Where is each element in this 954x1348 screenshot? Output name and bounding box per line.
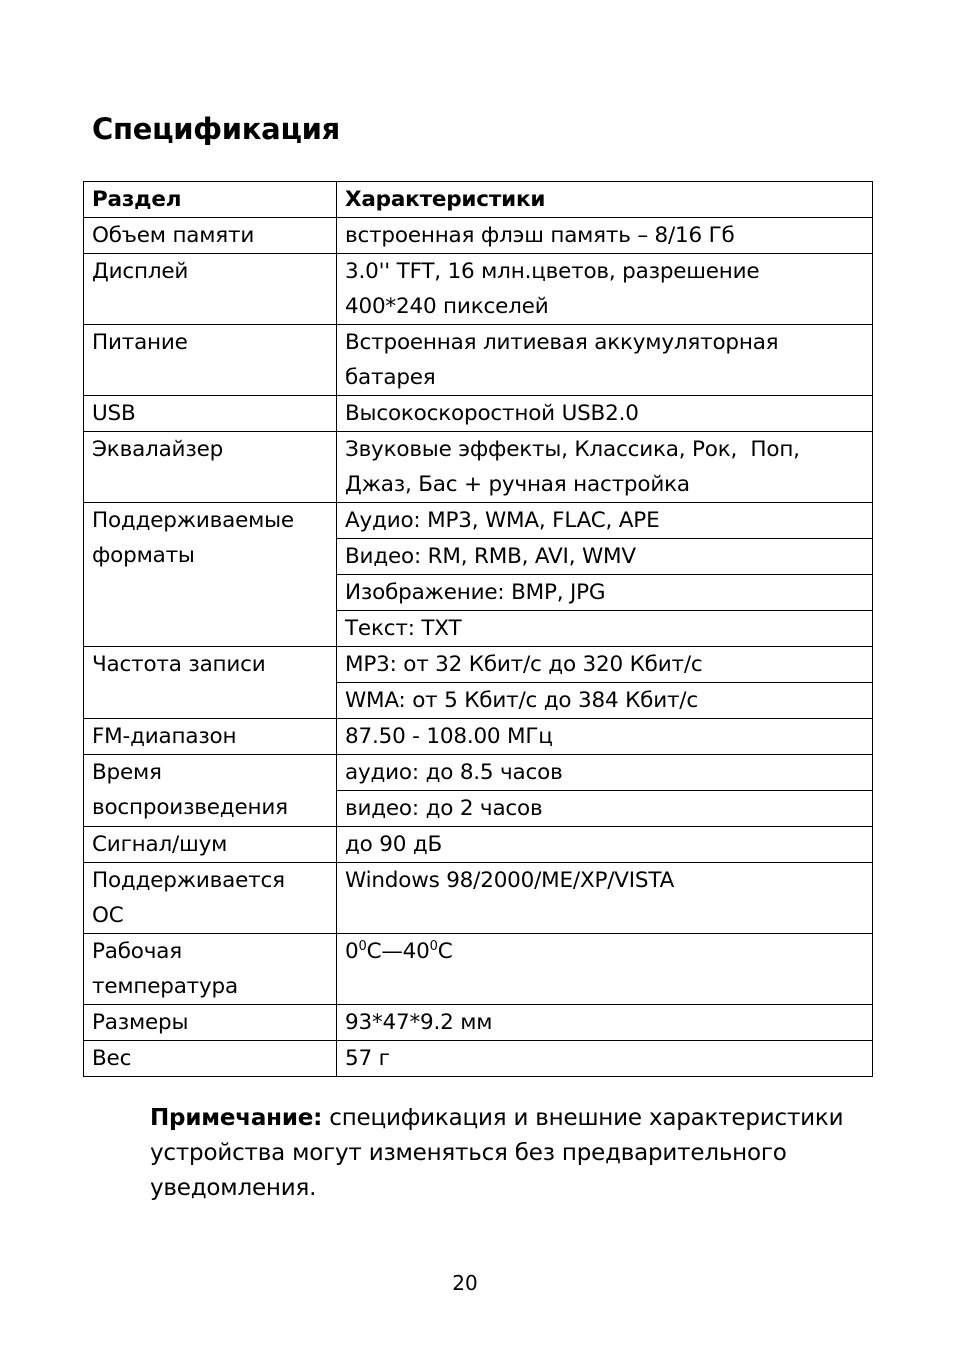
row-value-line: Джаз, Бас + ручная настройка <box>345 472 690 497</box>
table-row <box>84 934 873 1005</box>
row-value-line: Звуковые эффекты, Классика, Рок, Поп, <box>345 437 800 462</box>
row-value: 93*47*9.2 мм <box>337 1005 873 1041</box>
table-row <box>84 503 873 539</box>
table-row <box>84 325 873 396</box>
table-row <box>84 1041 873 1077</box>
row-value-line: Встроенная литиевая аккумуляторная <box>345 330 779 355</box>
row-value: Изображение: BMP, JPG <box>337 575 873 611</box>
note-text: спецификация и внешние характеристики устройства могут изменяться без предварительного уведомления. <box>150 1105 844 1201</box>
row-section: Объем памяти <box>84 218 337 254</box>
table-row <box>84 827 873 863</box>
row-section <box>84 863 337 934</box>
page-number: 20 <box>452 1271 478 1295</box>
row-section-line: ОС <box>92 903 124 928</box>
row-section <box>84 254 337 325</box>
temp-unit: C <box>437 939 453 964</box>
row-value: аудио: до 8.5 часов <box>337 755 873 791</box>
row-section-line: Рабочая <box>92 939 182 964</box>
row-value: 57 г <box>337 1041 873 1077</box>
header-characteristics: Характеристики <box>337 182 873 218</box>
table-row <box>84 1005 873 1041</box>
row-value: Аудио: MP3, WMA, FLAC, APE <box>337 503 873 539</box>
table-row <box>84 218 873 254</box>
row-section <box>84 755 337 827</box>
row-section <box>84 934 337 1005</box>
header-section: Раздел <box>84 182 337 218</box>
table-row <box>84 755 873 791</box>
row-value: встроенная флэш память – 8/16 Гб <box>337 218 873 254</box>
row-value <box>337 325 873 396</box>
row-section-line: воспроизведения <box>92 795 288 820</box>
row-section-line: Поддерживается <box>92 868 285 893</box>
row-section: Вес <box>84 1041 337 1077</box>
degree-mark: 0 <box>358 939 367 954</box>
row-value: WMA: от 5 Кбит/с до 384 Кбит/с <box>337 683 873 719</box>
note-paragraph <box>150 1101 880 1206</box>
table-row <box>84 396 873 432</box>
row-value-line: батарея <box>345 365 436 390</box>
row-value: MP3: от 32 Кбит/с до 320 Кбит/с <box>337 647 873 683</box>
row-section: Сигнал/шум <box>84 827 337 863</box>
row-value: Текст: TXT <box>337 611 873 647</box>
row-value: видео: до 2 часов <box>337 791 873 827</box>
degree-mark: 0 <box>429 939 438 954</box>
row-section-line: Эквалайзер <box>92 437 224 462</box>
row-value-temperature <box>337 934 873 1005</box>
row-section: Частота записи <box>84 647 337 719</box>
row-section-line: температура <box>92 974 238 999</box>
row-value-line: 400*240 пикселей <box>345 294 549 319</box>
row-section: Размеры <box>84 1005 337 1041</box>
row-section <box>84 325 337 396</box>
row-section-line: Время <box>92 760 162 785</box>
row-section-line: Поддерживаемые <box>92 508 294 533</box>
row-value: 87.50 - 108.00 МГц <box>337 719 873 755</box>
row-section-line: Питание <box>92 330 188 355</box>
table-row <box>84 254 873 325</box>
table-header-row <box>84 182 873 218</box>
row-value: Видео: RM, RMB, AVI, WMV <box>337 539 873 575</box>
row-section <box>84 503 337 647</box>
row-value <box>337 254 873 325</box>
temp-low: 0 <box>345 939 359 964</box>
temp-mid: C—40 <box>366 939 430 964</box>
table-row <box>84 432 873 503</box>
table-row <box>84 647 873 683</box>
note-label: Примечание: <box>150 1105 323 1131</box>
row-value-line: 3.0'' TFT, 16 млн.цветов, разрешение <box>345 259 760 284</box>
table-row <box>84 719 873 755</box>
row-section-line: форматы <box>92 543 195 568</box>
row-section-line: Дисплей <box>92 259 189 284</box>
row-value: до 90 дБ <box>337 827 873 863</box>
specification-table <box>83 181 873 1077</box>
row-section: USB <box>84 396 337 432</box>
row-value: Windows 98/2000/ME/XP/VISTA <box>337 863 873 934</box>
row-section <box>84 432 337 503</box>
page-title: Спецификация <box>92 112 340 146</box>
table-row <box>84 863 873 934</box>
row-value <box>337 432 873 503</box>
row-value: Высокоскоростной USB2.0 <box>337 396 873 432</box>
row-section: FM-диапазон <box>84 719 337 755</box>
